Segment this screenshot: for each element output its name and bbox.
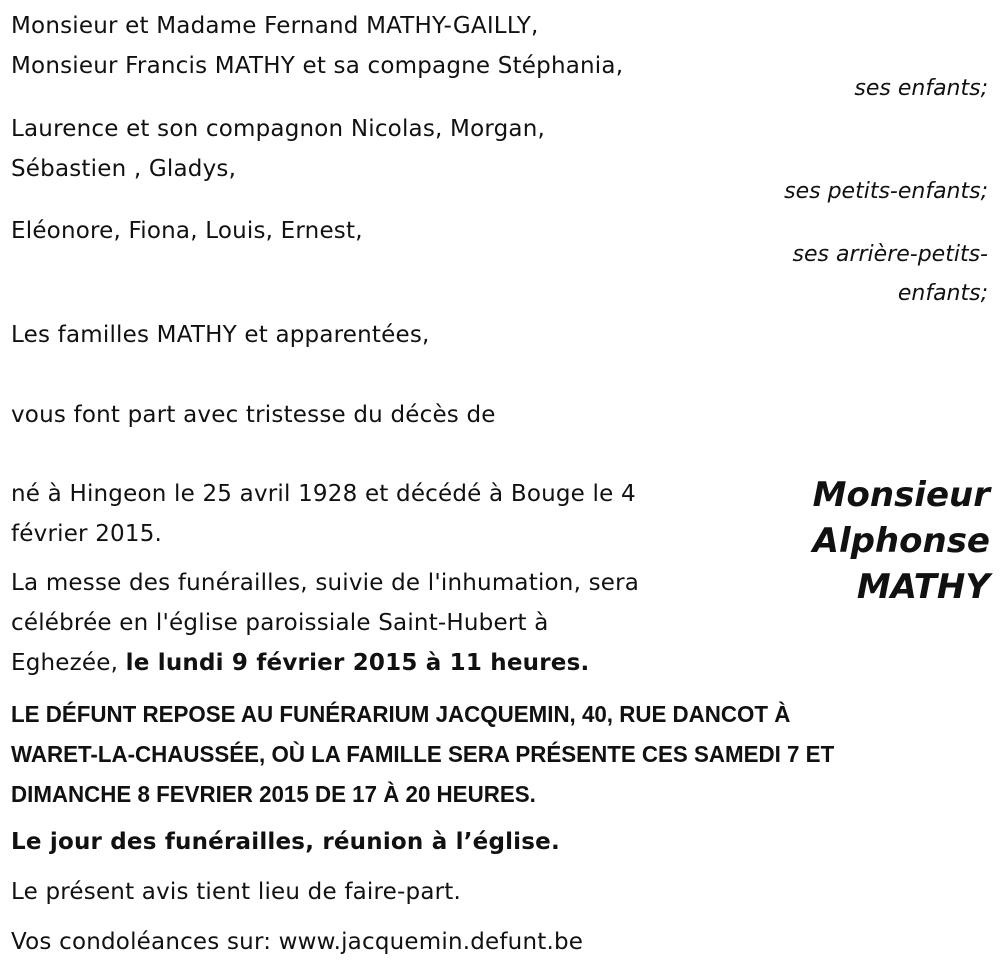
condolences-link[interactable]: www.jacquemin.defunt.be xyxy=(278,929,584,955)
visitation-line: DIMANCHE 8 FEVRIER 2015 DE 17 À 20 HEURES. xyxy=(11,781,536,807)
great-grandchildren-role: ses arrière-petits- xyxy=(792,242,988,267)
child-line: Monsieur et Madame Fernand MATHY-GAILLY, xyxy=(11,13,539,39)
children-role: ses enfants; xyxy=(854,76,988,101)
meeting-line: Le jour des funérailles, réunion à l’église. xyxy=(11,829,560,855)
visitation-line: LE DÉFUNT REPOSE AU FUNÉRARIUM JACQUEMIN, 40, RUE DANCOT À xyxy=(11,701,791,727)
great-grandchildren-role-cont: enfants; xyxy=(897,281,988,306)
grandchild-line: Laurence et son compagnon Nicolas, Morgan, xyxy=(11,116,545,142)
funeral-line: La messe des funérailles, suivie de l'inhumation, sera xyxy=(11,570,640,596)
condolences-line xyxy=(11,922,583,962)
deceased-last-name: MATHY xyxy=(856,567,990,607)
deceased-first-name: Alphonse xyxy=(812,521,990,561)
child-line: Monsieur Francis MATHY et sa compagne Stéphania, xyxy=(11,53,624,79)
funeral-line: célébrée en l'église paroissiale Saint-Hubert à xyxy=(11,610,549,636)
deceased-title: Monsieur xyxy=(812,475,990,515)
relatives-line: Les familles MATHY et apparentées, xyxy=(11,322,430,348)
visitation-line: WARET-LA-CHAUSSÉE, OÙ LA FAMILLE SERA PRÉSENTE CES SAMEDI 7 ET xyxy=(11,741,835,767)
condolences-label: Vos condoléances sur: xyxy=(11,929,279,955)
great-grandchildren-line: Eléonore, Fiona, Louis, Ernest, xyxy=(11,218,363,244)
notice-line: Le présent avis tient lieu de faire-part. xyxy=(11,879,462,905)
deceased-name xyxy=(750,472,990,610)
funeral-datetime: le lundi 9 février 2015 à 11 heures. xyxy=(125,650,590,676)
birth-death-line: né à Hingeon le 25 avril 1928 et décédé à Bouge le 4 xyxy=(11,481,636,507)
announcement-line: vous font part avec tristesse du décès de xyxy=(11,402,496,428)
funeral-place: Eghezée, xyxy=(11,650,126,676)
grandchild-line: Sébastien , Gladys, xyxy=(11,156,237,182)
funeral-line xyxy=(11,643,589,683)
grandchildren-role: ses petits-enfants; xyxy=(784,179,988,204)
birth-death-line: février 2015. xyxy=(11,521,163,547)
